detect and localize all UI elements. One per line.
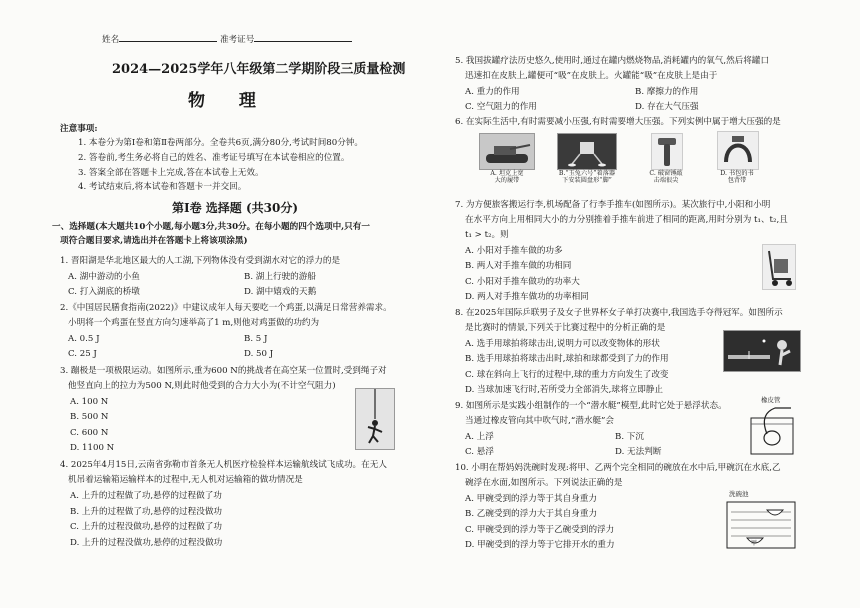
q4-option-c: C. 上升的过程没做功,悬停的过程做了功 xyxy=(70,522,222,532)
q8-option-d: D. 当球加速飞行时,若所受力全部消失,球将立即静止 xyxy=(465,385,663,395)
q6-caption-b: B.“玉兔六号”着落器 下安装圆盘形“脚” xyxy=(558,170,616,185)
q10-option-b: B. 乙碗受到的浮力大于其自身重力 xyxy=(465,509,598,519)
bungee-jumper-icon xyxy=(356,389,394,449)
note-item: 2. 答卷前,考生务必将自己的姓名、准考证号填写在本试卷相应的位置。 xyxy=(78,153,350,163)
tank-figure xyxy=(479,133,535,170)
q7-option-a: A. 小阳对手推车做的功多 xyxy=(465,246,563,256)
q10-figure-label: 洗碗池 xyxy=(729,490,749,498)
submarine-model-figure xyxy=(745,404,799,458)
q10-bowl-label: 甲 xyxy=(751,540,758,547)
schoolbag-strap-icon xyxy=(718,132,758,169)
q2-option-b: B. 5 J xyxy=(244,334,268,344)
table-tennis-icon xyxy=(724,331,800,371)
q8-stem: 是比赛时的情景,下列关于比赛过程中的分析正确的是 xyxy=(465,323,666,333)
section1-intro: 项符合题目要求,请选出并在答题卡上将该项涂黑) xyxy=(60,236,248,246)
name-field-row xyxy=(102,33,352,46)
subject-title: 物 理 xyxy=(188,91,270,111)
q2-stem: 小明将一个鸡蛋在竖直方向匀速举高了1 m,则他对鸡蛋做的功约为 xyxy=(68,318,320,328)
q1-stem: 1. 晋阳湖是华北地区最大的人工湖,下列物体没有受到湖水对它的浮力的是 xyxy=(60,256,341,266)
q3-option-d: D. 1100 N xyxy=(70,443,115,453)
q2-option-c: C. 25 J xyxy=(68,349,97,359)
q9-option-b: B. 下沉 xyxy=(615,432,644,442)
exam-title: 2024—2025学年八年级第二学期阶段三质量检测 xyxy=(112,62,406,77)
q9-option-c: C. 悬浮 xyxy=(465,447,494,457)
tank-icon xyxy=(480,134,534,169)
q3-stem: 3. 蹦极是一项极限运动。如图所示,重为600 N的挑战者在高空某一位置时,受到绳子对 xyxy=(60,366,387,376)
q7-stem: 在水平方向上用相同大小的力分别推着手推车前进了相同的距离,用时分别为 t₁、t₂,且 xyxy=(465,215,788,225)
id-line xyxy=(254,33,352,42)
q6-caption-d: D. 书包的书 包背带 xyxy=(720,170,754,185)
q10-option-d: D. 甲碗受到的浮力等于它排开水的重力 xyxy=(465,540,615,550)
luggage-cart-icon xyxy=(763,245,795,289)
notes-heading: 注意事项: xyxy=(60,124,98,134)
table-tennis-figure xyxy=(723,330,801,372)
q9-figure-label: 橡皮管 xyxy=(761,396,781,404)
q9-option-d: D. 无法判断 xyxy=(615,447,662,457)
q10-stem: 10. 小明在帮妈妈洗碗时发现:将甲、乙两个完全相同的碗放在水中后,甲碗沉在水底,乙 xyxy=(455,463,781,473)
q4-option-b: B. 上升的过程做了功,悬停的过程没做功 xyxy=(70,507,223,517)
q5-stem: 5. 我国拔罐疗法历史悠久,使用时,通过在罐内燃烧物品,消耗罐内的氧气,然后将罐口 xyxy=(455,56,770,66)
q4-option-d: D. 上升的过程没做功,悬停的过程没做功 xyxy=(70,538,223,548)
q5-stem: 迅速扣在皮肤上,罐便可“吸”在皮肤上。火罐能“吸”在皮肤上是由于 xyxy=(465,71,718,81)
q10-option-a: A. 甲碗受到的浮力等于其自身重力 xyxy=(465,494,597,504)
q7-option-c: C. 小阳对手推车做功的功率大 xyxy=(465,277,580,287)
backpack-figure xyxy=(717,131,759,170)
q5-option-a: A. 重力的作用 xyxy=(465,87,520,97)
q9-stem: 当通过橡皮管向其中吹气时,“潜水艇”会 xyxy=(465,416,615,426)
q9-option-a: A. 上浮 xyxy=(465,432,494,442)
q1-option-d: D. 湖中嬉戏的天鹅 xyxy=(244,287,317,297)
q3-option-c: C. 600 N xyxy=(70,428,109,438)
q7-option-b: B. 两人对手推车做的功相同 xyxy=(465,261,572,271)
q5-option-d: D. 存在大气压强 xyxy=(635,102,699,112)
q1-option-a: A. 湖中游动的小鱼 xyxy=(68,272,140,282)
section1-title: 第Ⅰ卷 选择题 (共30分) xyxy=(172,201,299,215)
q8-option-a: A. 选手用球拍将球击出,说明力可以改变物体的形状 xyxy=(465,339,660,349)
q4-option-a: A. 上升的过程做了功,悬停的过程做了功 xyxy=(70,491,222,501)
q8-option-b: B. 选手用球拍将球击出时,球拍和球都受到了力的作用 xyxy=(465,354,669,364)
q2-option-d: D. 50 J xyxy=(244,349,274,359)
q4-stem: 机吊着运输箱运输样本的过程中,无人机对运输箱的做功情况是 xyxy=(68,475,303,485)
q3-option-b: B. 500 N xyxy=(70,412,109,422)
q1-option-b: B. 湖上行驶的游船 xyxy=(244,272,316,282)
q3-option-a: A. 100 N xyxy=(70,397,109,407)
q10-option-c: C. 甲碗受到的浮力等于乙碗受到的浮力 xyxy=(465,525,615,535)
q6-caption-c: C. 破窗锤敲 击端很尖 xyxy=(649,170,683,185)
q6-stem: 6. 在实际生活中,有时需要减小压强,有时需要增大压强。下列实例中属于增大压强的是 xyxy=(455,117,781,127)
q9-stem: 9. 如图所示是实践小组制作的一个“潜水艇”模型,此时它处于悬浮状态。 xyxy=(455,401,727,411)
q10-stem: 碗浮在水面,如图所示。下列说法正确的是 xyxy=(465,478,623,488)
q7-stem: 7. 为方便旅客搬运行李,机场配备了行李手推车(如图所示)。某次旅行中,小阳和小明 xyxy=(455,200,771,210)
q5-option-b: B. 摩擦力的作用 xyxy=(635,87,699,97)
q5-option-c: C. 空气阻力的作用 xyxy=(465,102,537,112)
note-item: 3. 答案全部在答题卡上完成,答在本试卷上无效。 xyxy=(78,168,264,178)
q6-caption-a: A. 坦克上宽 大的履带 xyxy=(490,170,524,185)
section1-intro: 一、选择题(本大题共10个小题,每小题3分,共30分。在每小题的四个选项中,只有一 xyxy=(52,222,370,232)
q2-option-a: A. 0.5 J xyxy=(68,334,100,344)
sink-bowls-figure xyxy=(723,498,799,552)
q4-stem: 4. 2025年4月15日,云南省弥勒市首条无人机医疗检验样本运输航线试飞成功。在无人 xyxy=(60,460,387,470)
lander-icon xyxy=(558,134,616,169)
q8-stem: 8. 在2025年国际乒联男子及女子世界杯女子单打决赛中,我国选手夺得冠军。如图所示 xyxy=(455,308,783,318)
q7-stem: t₁ > t₂。则 xyxy=(465,230,509,240)
q3-stem: 他竖直向上的拉力为500 N,则此时他受到的合力大小为(不计空气阻力) xyxy=(68,381,336,391)
note-item: 4. 考试结束后,将本试卷和答题卡一并交回。 xyxy=(78,182,247,192)
hammer-figure xyxy=(651,133,683,170)
name-label: 姓名 xyxy=(102,35,120,45)
q7-option-d: D. 两人对手推车做功的功率相同 xyxy=(465,292,589,302)
q8-option-c: C. 球在斜向上飞行的过程中,球的重力方向发生了改变 xyxy=(465,370,669,380)
bungee-figure xyxy=(355,388,395,450)
name-line xyxy=(119,33,217,42)
note-item: 1. 本卷分为第Ⅰ卷和第Ⅱ卷两部分。全卷共6页,满分80分,考试时间80分钟。 xyxy=(78,138,364,148)
cart-figure xyxy=(762,244,796,290)
id-label: 准考证号 xyxy=(219,35,255,45)
window-hammer-icon xyxy=(652,134,682,169)
lander-figure xyxy=(557,133,617,170)
q2-stem: 2.《中国居民膳食指南(2022)》中建议成年人每天要吃一个鸡蛋,以满足日常营养需求。 xyxy=(60,303,392,313)
q1-option-c: C. 打入湖底的桥墩 xyxy=(68,287,140,297)
